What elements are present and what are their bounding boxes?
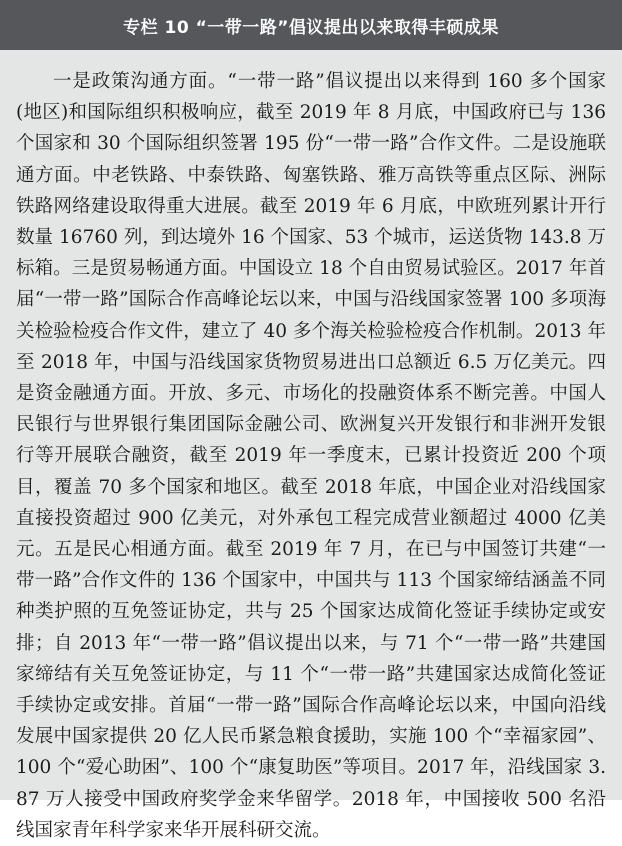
column-body-paragraph: 一是政策沟通方面。“一带一路”倡议提出以来得到 160 多个国家(地区)和国际组织积极响应，截至 2019 年 8 月底，中国政府已与 136 个国家和 30 个国际组织签署 195 份“一带一路”合作文件。二是设施联通方面。中老铁路、中泰铁路、匈塞铁路、雅万高铁等重点区际、洲际铁路网络建设取得重大进展。截至 2019 年 6 月底，中欧班列累计开行数量 16760 列，到达境外 16 个国家、53 个城市，运送货物 143.8 万标箱。三是贸易畅通方面。中国设立 18 个自由贸易试验区。2017 年首届“一带一路”国际合作高峰论坛以来，中国与沿线国家签署 100 多项海关检验检疫合作文件，建立了 40 多个海关检验检疫合作机制。2013 年至 2018 年，中国与沿线国家货物贸易进出口总额近 6.5 万亿美元。四是资金融通方面。开放、多元、市场化的投融资体系不断完善。中国人民银行与世界银行集团国际金融公司、欧洲复兴开发银行和非洲开发银行等开展联合融资，截至 2019 年一季度末，已累计投资近 200 个项目，覆盖 70 多个国家和地区。截至 2018 年底，中国企业对沿线国家直接投资超过 900 亿美元，对外承包工程完成营业额超过 4000 亿美元。五是民心相通方面。截至 2019 年 7 月，在已与中国签订共建“一带一路”合作文件的 136 个国家中，中国共与 113 个国家缔结涵盖不同种类护照的互免签证协定，共与 25 个国家达成简化签证手续协定或安排；自 2013 年“一带一路”倡议提出以来，与 71 个“一带一路”共建国家缔结有关互免签证协定，与 11 个“一带一路”共建国家达成简化签证手续协定或安排。首届“一带一路”国际合作高峰论坛以来，中国向沿线发展中国家提供 20 亿人民币紧急粮食援助，实施 100 个“幸福家园”、100 个“爱心助困”、100 个“康复助医”等项目。2017 年，沿线国家 3.87 万人接受中国政府奖学金来华留学。2018 年，中国接收 500 名沿线国家青年科学家来华开展科研交流。 [16, 71, 606, 841]
column-content [16, 66, 606, 841]
column-title: 专栏 10 “一带一路”倡议提出以来取得丰硕成果 [123, 17, 499, 38]
column-header [0, 0, 622, 50]
